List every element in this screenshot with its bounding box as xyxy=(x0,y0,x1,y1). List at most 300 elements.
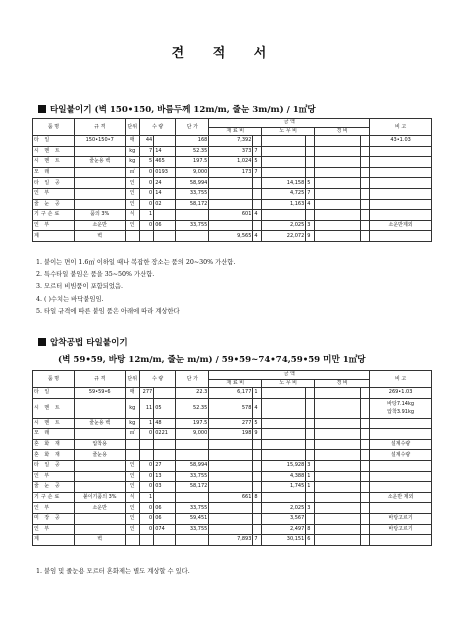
cell-labor-frac xyxy=(306,388,315,399)
cell-spec xyxy=(74,471,125,482)
header-price: 단 가 xyxy=(176,371,209,388)
cell-material-frac xyxy=(253,450,262,461)
cell-material xyxy=(209,524,253,535)
cell-material: 7,893 xyxy=(209,535,253,546)
cell-note xyxy=(370,157,432,168)
cell-item-name: 기구손료 xyxy=(33,492,75,503)
table-row xyxy=(33,157,432,168)
header-material: 재 료 비 xyxy=(209,127,262,136)
cell-material xyxy=(209,450,253,461)
cell-material: 7,392 xyxy=(209,136,253,147)
header-labor: 노 무 비 xyxy=(262,127,315,136)
cell-labor-frac xyxy=(306,167,315,178)
cell-unit: 인 xyxy=(125,220,139,231)
cell-qty-frac: 24 xyxy=(154,178,176,189)
cell-note xyxy=(370,535,432,546)
cell-item-name: 혼 화 재 xyxy=(33,450,75,461)
cell-labor: 14,158 xyxy=(262,178,306,189)
header-qty: 수 량 xyxy=(139,371,175,388)
cell-spec: 150•150•7 xyxy=(74,136,125,147)
table-header-row xyxy=(33,371,432,380)
cell-labor-frac xyxy=(306,210,315,221)
cell-note xyxy=(370,146,432,157)
cell-labor xyxy=(262,492,306,503)
cell-material xyxy=(209,188,253,199)
note-line: 2. 특수타일 붙임은 품을 35~50% 가산함. xyxy=(36,271,155,279)
note-line: 5. 타일 규격에 따른 붙임 품은 아래에 따라 계상한다 xyxy=(36,307,180,315)
cell-labor: 3,567 xyxy=(262,513,306,524)
cell-labor xyxy=(262,167,306,178)
cell-qty-int xyxy=(139,231,153,242)
cell-spec xyxy=(74,167,125,178)
cell-unit: 인 xyxy=(125,199,139,210)
cell-material: 6,177 xyxy=(209,388,253,399)
cell-unit: ㎥ xyxy=(125,429,139,440)
cell-labor-frac: 1 xyxy=(306,471,315,482)
cell-item-name: 시 멘 트 xyxy=(33,418,75,429)
cell-note: 소운반 제외 xyxy=(370,492,432,503)
cell-labor-frac: 8 xyxy=(306,524,315,535)
cell-qty-frac xyxy=(154,210,176,221)
cell-labor-frac: 9 xyxy=(306,231,315,242)
cell-labor-frac xyxy=(306,157,315,168)
cell-material: 173 xyxy=(209,167,253,178)
cell-qty-frac: 03 xyxy=(154,482,176,493)
table-row xyxy=(33,398,432,418)
cell-expense xyxy=(315,450,361,461)
cell-qty-int: 0 xyxy=(139,524,153,535)
cell-qty-int: 0 xyxy=(139,429,153,440)
cell-labor-frac xyxy=(306,398,315,418)
cell-item-name: 타 일 공 xyxy=(33,460,75,471)
cell-material-frac: 4 xyxy=(253,210,262,221)
cell-qty-frac: 465 xyxy=(154,157,176,168)
cell-expense-frac xyxy=(361,524,370,535)
cell-expense-frac xyxy=(361,178,370,189)
cell-unit: 매 xyxy=(125,388,139,399)
cell-note: 43•1.03 xyxy=(370,136,432,147)
cell-material xyxy=(209,482,253,493)
header-expense: 경 비 xyxy=(315,127,370,136)
cell-unit-price: 58,994 xyxy=(176,178,209,189)
cell-labor-frac: 3 xyxy=(306,460,315,471)
cell-material-frac xyxy=(253,460,262,471)
cell-unit-price xyxy=(176,231,209,242)
cell-material xyxy=(209,513,253,524)
header-amount: 금 액 xyxy=(209,371,370,380)
cell-qty-frac xyxy=(154,492,176,503)
cell-qty-int: 1 xyxy=(139,492,153,503)
cell-spec xyxy=(74,524,125,535)
table-row xyxy=(33,418,432,429)
cell-unit: 인 xyxy=(125,513,139,524)
cell-expense-frac xyxy=(361,231,370,242)
cell-material-frac: 4 xyxy=(253,231,262,242)
cell-unit: 인 xyxy=(125,482,139,493)
cell-expense xyxy=(315,188,361,199)
note-line: 4. ( )수치는 바닥붙임임. xyxy=(36,295,104,303)
cell-spec: 벽 xyxy=(74,535,125,546)
cell-qty-frac: 0193 xyxy=(154,167,176,178)
cell-qty-int: 1 xyxy=(139,418,153,429)
cell-unit-price: 197.5 xyxy=(176,418,209,429)
cell-expense-frac xyxy=(361,450,370,461)
cell-unit: kg xyxy=(125,157,139,168)
cell-qty-frac: 074 xyxy=(154,524,176,535)
cell-material-frac: 4 xyxy=(253,398,262,418)
cell-material: 198 xyxy=(209,429,253,440)
cell-qty-int: 5 xyxy=(139,157,153,168)
cell-labor xyxy=(262,136,306,147)
cell-expense xyxy=(315,178,361,189)
cell-unit xyxy=(125,535,139,546)
cell-qty-int: 44 xyxy=(139,136,153,147)
cell-expense xyxy=(315,136,361,147)
cell-labor xyxy=(262,146,306,157)
cell-material-frac: 1 xyxy=(253,388,262,399)
cell-unit: ㎥ xyxy=(125,167,139,178)
cell-labor-frac: 4 xyxy=(306,199,315,210)
cell-spec: 압착용 xyxy=(74,439,125,450)
cell-unit-price: 33,755 xyxy=(176,524,209,535)
cell-qty-frac xyxy=(154,450,176,461)
cell-expense-frac xyxy=(361,146,370,157)
table-row xyxy=(33,231,432,242)
cell-spec xyxy=(74,513,125,524)
cell-expense xyxy=(315,492,361,503)
cell-note xyxy=(370,471,432,482)
cell-expense-frac xyxy=(361,471,370,482)
cell-spec xyxy=(74,188,125,199)
note-line: 1. 붙이는 면이 1.6㎡ 이하일 때나 복잡한 장소는 품의 20~30% 가산함. xyxy=(36,259,236,266)
cell-item-name: 타 일 xyxy=(33,136,75,147)
cell-spec xyxy=(74,199,125,210)
cell-unit-price: 33,755 xyxy=(176,503,209,514)
table-row xyxy=(33,524,432,535)
header-amount: 금 액 xyxy=(209,119,370,128)
cell-material xyxy=(209,178,253,189)
cell-spec: 벽 xyxy=(74,231,125,242)
cell-labor-frac: 1 xyxy=(306,482,315,493)
cell-expense-frac xyxy=(361,503,370,514)
square-bullet-icon xyxy=(38,338,46,346)
header-spec: 규 격 xyxy=(74,371,125,388)
table-row xyxy=(33,388,432,399)
cell-material: 1,024 xyxy=(209,157,253,168)
header-unit: 단위 xyxy=(125,119,139,136)
cell-unit: kg xyxy=(125,418,139,429)
cell-labor: 22,072 xyxy=(262,231,306,242)
header-material: 재 료 비 xyxy=(209,379,262,388)
table-row xyxy=(33,220,432,231)
cell-labor xyxy=(262,157,306,168)
cell-qty-frac xyxy=(154,231,176,242)
cell-expense-frac xyxy=(361,535,370,546)
cell-qty-int: 0 xyxy=(139,460,153,471)
cell-labor-frac xyxy=(306,418,315,429)
cell-unit: 인 xyxy=(125,188,139,199)
table-row xyxy=(33,535,432,546)
cell-item-name: 시 멘 트 xyxy=(33,146,75,157)
cell-expense xyxy=(315,418,361,429)
cell-item-name: 타 일 공 xyxy=(33,178,75,189)
cell-unit: 매 xyxy=(125,136,139,147)
cell-qty-frac: 13 xyxy=(154,471,176,482)
cell-labor: 2,025 xyxy=(262,503,306,514)
cell-unit xyxy=(125,439,139,450)
cell-material: 9,565 xyxy=(209,231,253,242)
cell-qty-frac xyxy=(154,388,176,399)
cell-expense xyxy=(315,199,361,210)
cell-spec xyxy=(74,429,125,440)
cell-unit: kg xyxy=(125,146,139,157)
cell-spec xyxy=(74,460,125,471)
cell-spec: 품의 3% xyxy=(74,210,125,221)
header-note: 비 고 xyxy=(370,371,432,388)
cell-unit-price: 22.3 xyxy=(176,388,209,399)
cell-expense xyxy=(315,146,361,157)
cell-spec: 줄눈용 xyxy=(74,450,125,461)
table-row xyxy=(33,136,432,147)
cell-expense-frac xyxy=(361,429,370,440)
cell-material: 277 xyxy=(209,418,253,429)
cell-note: 바탕고르기 xyxy=(370,524,432,535)
cell-qty-int xyxy=(139,439,153,450)
cell-labor: 4,388 xyxy=(262,471,306,482)
cell-spec xyxy=(74,398,125,418)
cell-expense xyxy=(315,220,361,231)
table-row xyxy=(33,471,432,482)
cell-material-frac xyxy=(253,136,262,147)
cell-labor: 1,745 xyxy=(262,482,306,493)
cell-material-frac xyxy=(253,513,262,524)
cell-expense-frac xyxy=(361,199,370,210)
cell-item-name: 혼 화 재 xyxy=(33,439,75,450)
cell-unit-price: 197.5 xyxy=(176,157,209,168)
cell-qty-int xyxy=(139,450,153,461)
cell-item-name: 줄 눈 공 xyxy=(33,199,75,210)
cell-unit: 식 xyxy=(125,210,139,221)
table-row xyxy=(33,513,432,524)
cell-labor-frac xyxy=(306,136,315,147)
cell-material-frac xyxy=(253,503,262,514)
cell-qty-int: 0 xyxy=(139,178,153,189)
cell-unit-price: 58,994 xyxy=(176,460,209,471)
cell-material-frac: 8 xyxy=(253,492,262,503)
cell-expense-frac xyxy=(361,220,370,231)
cell-material xyxy=(209,503,253,514)
cell-expense-frac xyxy=(361,136,370,147)
cell-expense-frac xyxy=(361,492,370,503)
cell-material-frac xyxy=(253,178,262,189)
cell-item-name: 계 xyxy=(33,535,75,546)
table-header-row xyxy=(33,119,432,128)
cell-labor: 2,497 xyxy=(262,524,306,535)
cell-material xyxy=(209,471,253,482)
cell-expense xyxy=(315,157,361,168)
cell-material-frac xyxy=(253,439,262,450)
cell-qty-int xyxy=(139,535,153,546)
table-row xyxy=(33,429,432,440)
cell-qty-frac: 06 xyxy=(154,513,176,524)
cell-note: 바탕7.14kg 압착3.91kg xyxy=(370,398,432,418)
cell-labor-frac xyxy=(306,492,315,503)
table-row xyxy=(33,199,432,210)
cell-spec: 줄눈용 백 xyxy=(74,418,125,429)
cell-note xyxy=(370,231,432,242)
cell-material-frac: 5 xyxy=(253,157,262,168)
cell-material: 661 xyxy=(209,492,253,503)
cell-unit: 식 xyxy=(125,492,139,503)
cell-item-name: 기구손료 xyxy=(33,210,75,221)
cell-expense-frac xyxy=(361,167,370,178)
cell-note xyxy=(370,429,432,440)
cell-note xyxy=(370,482,432,493)
cell-unit xyxy=(125,450,139,461)
cell-item-name: 미 장 공 xyxy=(33,513,75,524)
cell-material xyxy=(209,460,253,471)
cell-material xyxy=(209,199,253,210)
cell-expense xyxy=(315,482,361,493)
cell-spec xyxy=(74,482,125,493)
table-row xyxy=(33,450,432,461)
cell-labor-frac: 3 xyxy=(306,503,315,514)
cell-spec: 소운반 xyxy=(74,503,125,514)
table-row xyxy=(33,439,432,450)
cell-material-frac: 7 xyxy=(253,535,262,546)
cell-unit-price xyxy=(176,492,209,503)
cell-spec xyxy=(74,178,125,189)
cell-qty-int: 11 xyxy=(139,398,153,418)
table-row xyxy=(33,188,432,199)
cell-qty-frac xyxy=(154,439,176,450)
estimate-table-1 xyxy=(32,118,432,242)
cell-unit-price: 52.35 xyxy=(176,146,209,157)
cell-qty-frac xyxy=(154,136,176,147)
cell-material: 601 xyxy=(209,210,253,221)
cell-unit-price: 33,755 xyxy=(176,471,209,482)
cell-expense xyxy=(315,439,361,450)
cell-expense-frac xyxy=(361,398,370,418)
cell-labor xyxy=(262,388,306,399)
cell-expense-frac xyxy=(361,210,370,221)
section1-heading-text: 타일붙이기 (벽 150•150, 바름두께 12m/m, 줄눈 3m/m) / 1㎡당 xyxy=(50,105,316,115)
cell-qty-frac: 06 xyxy=(154,503,176,514)
cell-item-name: 인 부 xyxy=(33,524,75,535)
cell-note: 설계수량 xyxy=(370,439,432,450)
header-spec: 규 격 xyxy=(74,119,125,136)
cell-expense xyxy=(315,471,361,482)
cell-item-name: 인 부 xyxy=(33,188,75,199)
cell-qty-int: 0 xyxy=(139,167,153,178)
cell-qty-frac xyxy=(154,535,176,546)
cell-expense xyxy=(315,210,361,221)
cell-labor-frac xyxy=(306,429,315,440)
cell-qty-int: 0 xyxy=(139,513,153,524)
cell-unit: kg xyxy=(125,398,139,418)
cell-qty-int: 0 xyxy=(139,471,153,482)
cell-labor: 4,725 xyxy=(262,188,306,199)
cell-qty-frac: 02 xyxy=(154,199,176,210)
cell-labor xyxy=(262,439,306,450)
header-name: 품 명 xyxy=(33,371,75,388)
table-row xyxy=(33,503,432,514)
header-note: 비 고 xyxy=(370,119,432,136)
cell-expense xyxy=(315,513,361,524)
cell-item-name: 인 부 xyxy=(33,503,75,514)
table-row xyxy=(33,210,432,221)
estimate-table-2 xyxy=(32,370,432,546)
cell-unit-price xyxy=(176,535,209,546)
cell-expense xyxy=(315,231,361,242)
cell-unit-price: 52.35 xyxy=(176,398,209,418)
cell-item-name: 시 멘 트 xyxy=(33,398,75,418)
cell-note xyxy=(370,199,432,210)
cell-expense xyxy=(315,388,361,399)
table-row xyxy=(33,492,432,503)
cell-note: 소운반제외 xyxy=(370,220,432,231)
cell-note xyxy=(370,503,432,514)
cell-expense-frac xyxy=(361,460,370,471)
cell-material-frac xyxy=(253,524,262,535)
table-row xyxy=(33,167,432,178)
cell-expense-frac xyxy=(361,157,370,168)
cell-labor xyxy=(262,429,306,440)
cell-note xyxy=(370,418,432,429)
cell-unit-price: 9,000 xyxy=(176,429,209,440)
table-body xyxy=(33,388,432,546)
header-qty: 수 량 xyxy=(139,119,175,136)
cell-qty-int: 0 xyxy=(139,199,153,210)
cell-item-name: 모 래 xyxy=(33,167,75,178)
cell-unit-price: 59,451 xyxy=(176,513,209,524)
cell-qty-int: 277 xyxy=(139,388,153,399)
cell-item-name: 모 래 xyxy=(33,429,75,440)
section1-notes xyxy=(36,257,235,318)
cell-unit-price: 168 xyxy=(176,136,209,147)
table-row xyxy=(33,178,432,189)
cell-expense xyxy=(315,503,361,514)
cell-expense xyxy=(315,535,361,546)
cell-unit-price: 9,000 xyxy=(176,167,209,178)
cell-qty-frac: 05 xyxy=(154,398,176,418)
cell-qty-frac: 06 xyxy=(154,220,176,231)
cell-unit: 인 xyxy=(125,503,139,514)
cell-expense xyxy=(315,524,361,535)
cell-expense xyxy=(315,398,361,418)
cell-labor xyxy=(262,398,306,418)
cell-unit-price xyxy=(176,439,209,450)
cell-labor xyxy=(262,210,306,221)
cell-expense-frac xyxy=(361,482,370,493)
cell-spec: 59•59•6 xyxy=(74,388,125,399)
header-name: 품 명 xyxy=(33,119,75,136)
section2-notes xyxy=(36,566,190,578)
cell-unit: 인 xyxy=(125,524,139,535)
cell-qty-int: 7 xyxy=(139,146,153,157)
cell-note: 바탕고르기 xyxy=(370,513,432,524)
cell-expense-frac xyxy=(361,439,370,450)
cell-material-frac xyxy=(253,188,262,199)
cell-item-name: 인 부 xyxy=(33,471,75,482)
cell-qty-int: 0 xyxy=(139,503,153,514)
cell-qty-frac: 48 xyxy=(154,418,176,429)
cell-labor-frac: 7 xyxy=(306,188,315,199)
cell-labor-frac: 5 xyxy=(306,178,315,189)
table-row xyxy=(33,460,432,471)
cell-unit-price: 33,755 xyxy=(176,220,209,231)
cell-qty-frac: 0221 xyxy=(154,429,176,440)
